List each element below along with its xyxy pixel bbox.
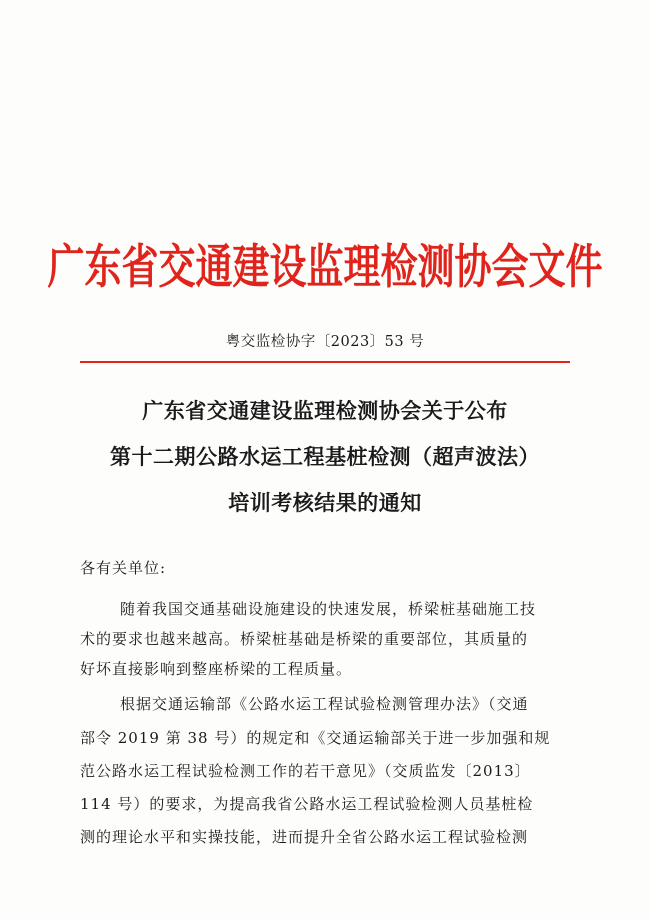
paragraph-line: 术的要求也越来越高。桥梁桩基础是桥梁的重要部位，其质量的 xyxy=(80,630,529,648)
paragraph-line: 114 号）的要求，为提高我省公路水运工程试验检测人员基桩检 xyxy=(80,795,534,813)
paragraph-line: 范公路水运工程试验检测工作的若干意见》（交质监发〔2013〕 xyxy=(80,762,531,780)
paragraph-line: 根据交通运输部《公路水运工程试验检测管理办法》（交通 xyxy=(120,695,529,713)
paragraph-line: 测的理论水平和实操技能，进而提升全省公路水运工程试验检测 xyxy=(80,828,529,846)
paragraph-line: 随着我国交通基础设施建设的快速发展，桥梁桩基础施工技 xyxy=(120,600,537,618)
notice-title-line-1: 广东省交通建设监理检测协会关于公布 xyxy=(142,399,508,423)
salutation: 各有关单位: xyxy=(80,559,167,577)
paragraph-line: 好坏直接影响到整座桥梁的工程质量。 xyxy=(80,660,353,678)
org-header-title: 广东省交通建设监理检测协会文件 xyxy=(47,238,603,295)
paragraph-line: 部令 2019 第 38 号）的规定和《交通运输部关于进一步加强和规 xyxy=(80,729,551,747)
notice-title-line-3: 培训考核结果的通知 xyxy=(228,491,422,515)
notice-title-line-2: 第十二期公路水运工程基桩检测（超声波法） xyxy=(110,445,540,469)
document-number: 粤交监检协字〔2023〕53 号 xyxy=(225,334,425,350)
red-divider-line xyxy=(80,361,570,363)
